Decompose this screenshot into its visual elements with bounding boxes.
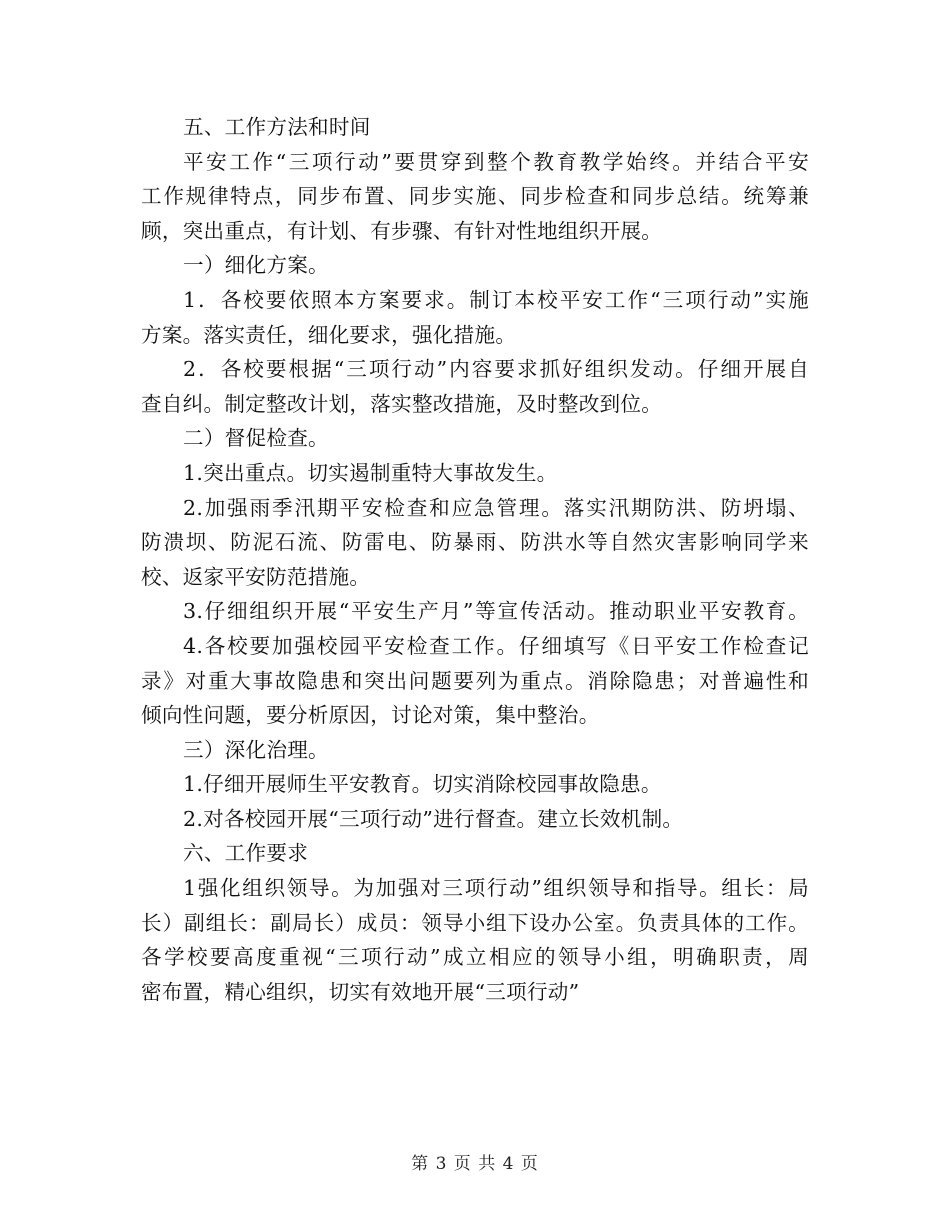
document-line: 六、工作要求 — [183, 841, 309, 866]
document-line: 2.对各校园开展“三项行动”进行督查。建立长效机制。 — [183, 806, 684, 831]
document-line: 长）副组长：副局长）成员：领导小组下设办公室。负责具体的工作。 — [141, 910, 809, 935]
document-line: 工作规律特点，同步布置、同步实施、同步检查和同步总结。统筹兼 — [141, 184, 809, 209]
document-line: 二）督促检查。 — [183, 426, 329, 451]
document-line: 密布置，精心组织，切实有效地开展“三项行动” — [141, 979, 580, 1004]
document-line: 顾，突出重点，有计划、有步骤、有针对性地组织开展。 — [141, 218, 663, 243]
document-line: 录》对重大事故隐患和突出问题要列为重点。消除隐患；对普遍性和 — [141, 668, 809, 693]
document-line: 1．各校要依照本方案要求。制订本校平安工作“三项行动”实施 — [183, 287, 809, 312]
document-line: 查自纠。制定整改计划，落实整改措施，及时整改到位。 — [141, 391, 663, 416]
document-line: 2．各校要根据“三项行动”内容要求抓好组织发动。仔细开展自 — [183, 357, 809, 382]
page-number-label: 第 3 页 共 4 页 — [411, 1154, 539, 1174]
document-line: 校、返家平安防范措施。 — [141, 564, 371, 589]
document-line: 方案。落实责任，细化要求，强化措施。 — [141, 322, 517, 347]
document-line: 4.各校要加强校园平安检查工作。仔细填写《日平安工作检查记 — [183, 633, 809, 658]
document-line: 各学校要高度重视“三项行动”成立相应的领导小组，明确职责，周 — [141, 945, 809, 970]
document-line: 五、工作方法和时间 — [183, 115, 371, 139]
document-line: 平安工作“三项行动”要贯穿到整个教育教学始终。并结合平安 — [183, 149, 809, 174]
document-line: 1.突出重点。切实遏制重特大事故发生。 — [183, 460, 558, 485]
document-body — [141, 110, 809, 1009]
document-line: 3.仔细组织开展“平安生产月”等宣传活动。推动职业平安教育。 — [183, 599, 809, 624]
document-line: 三）深化治理。 — [183, 737, 329, 762]
document-line: 1强化组织领导。为加强对三项行动”组织领导和指导。组长：局 — [183, 876, 809, 901]
document-line: 1.仔细开展师生平安教育。切实消除校园事故隐患。 — [183, 772, 662, 797]
document-line: 防溃坝、防泥石流、防雷电、防暴雨、防洪水等自然灾害影响同学来 — [141, 530, 809, 555]
page-footer — [0, 1153, 950, 1175]
document-line: 2.加强雨季汛期平安检查和应急管理。落实汛期防洪、防坍塌、 — [183, 495, 809, 520]
document-line: 倾向性问题，要分析原因，讨论对策，集中整治。 — [141, 703, 600, 728]
document-line: 一）细化方案。 — [183, 253, 329, 278]
